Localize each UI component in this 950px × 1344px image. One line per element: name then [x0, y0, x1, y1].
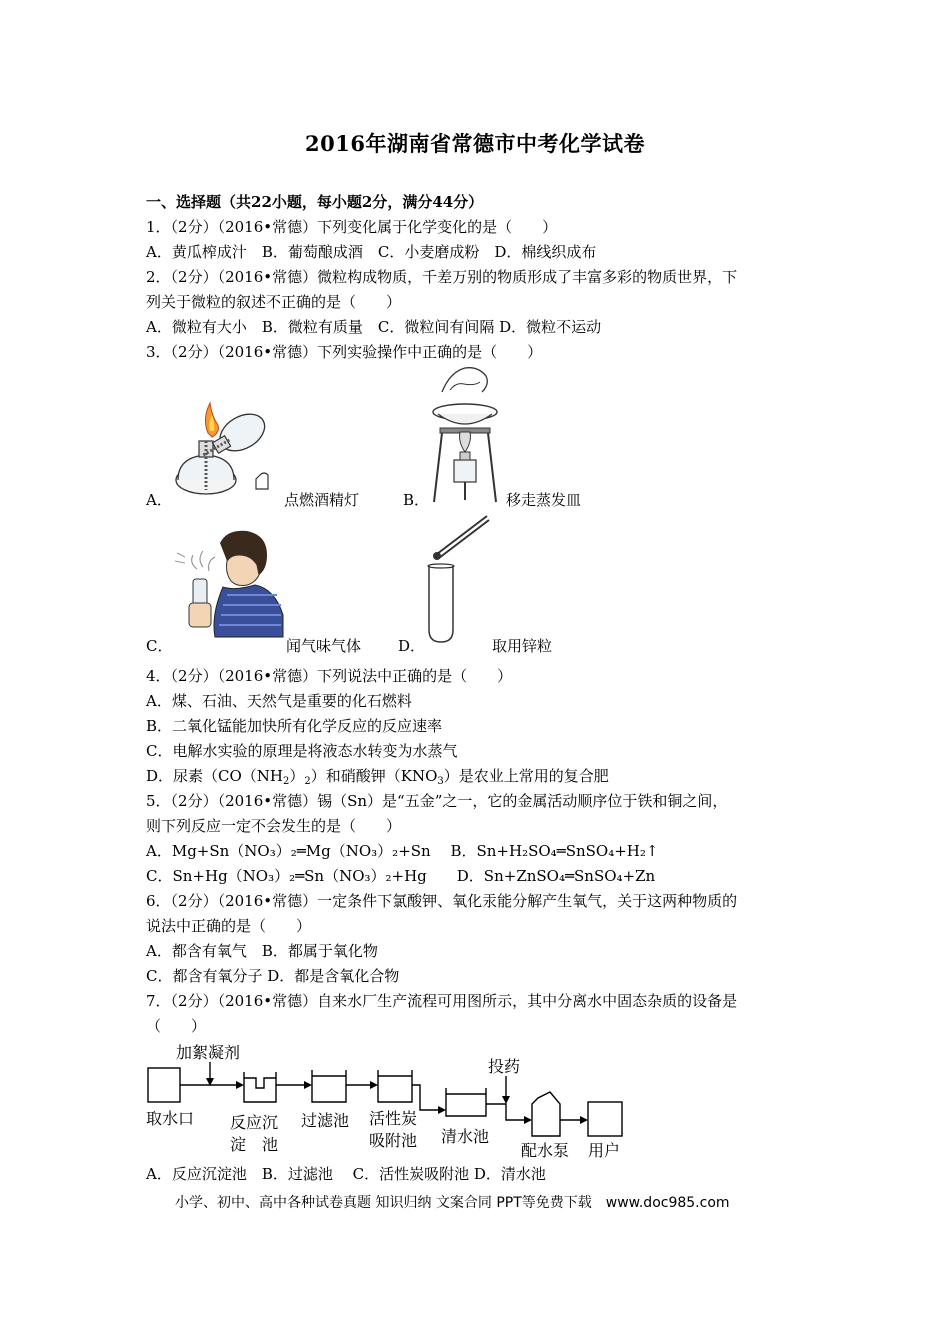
diagram-reaction-2: 淀 池: [230, 1135, 279, 1154]
q4-option-a: A．煤、石油、天然气是重要的化石燃料: [146, 692, 412, 710]
page-title: 2016年湖南省常德市中考化学试卷: [305, 131, 645, 156]
q7-stem-2: （ ）: [146, 1017, 207, 1035]
q3-option-a-text: 点燃酒精灯: [284, 491, 360, 509]
diagram-user: 用户: [588, 1141, 621, 1160]
q2-options: A．微粒有大小 B．微粒有质量 C．微粒间有间隔 D．微粒不运动: [146, 318, 602, 336]
evaporating-dish-figure: [430, 362, 500, 507]
q5-options-cd: C．Sn+Hg（NO₃）₂═Sn（NO₃）₂+Hg D．Sn+ZnSO₄═SnSO₄+Zn: [146, 867, 656, 885]
diagram-dose: 投药: [488, 1057, 521, 1076]
q3-stem: 3．（2分）（2016•常德）下列实验操作中正确的是（ ）: [146, 343, 543, 361]
q1-stem: 1．（2分）（2016•常德）下列变化属于化学变化的是（ ）: [146, 218, 558, 236]
diagram-filter: 过滤池: [301, 1111, 350, 1130]
q4-option-c: C．电解水实验的原理是将液态水转变为水蒸气: [146, 742, 458, 760]
q3-option-a-letter: A．: [146, 491, 172, 509]
q6-stem-2: 说法中正确的是（ ）: [146, 917, 312, 935]
q4-option-d: D．尿素$(CO(NH_2)_2)$和硝酸钾$(KNO_3)$是农业上常用的复合肥: [146, 767, 609, 787]
footer-note: 小学、初中、高中各种试卷真题 知识归纳 文案合同 PPT等免费下载 www.doc985.com: [175, 1195, 730, 1211]
q5-options-ab: A．Mg+Sn（NO₃）₂═Mg（NO₃）₂+Sn B．Sn+H₂SO₄═SnSO₄+H₂↑: [146, 842, 659, 860]
q6-options-cd: C．都含有氧分子 D．都是含氧化合物: [146, 967, 400, 985]
q6-stem-1: 6．（2分）（2016•常德）一定条件下氯酸钾、氧化汞能分解产生氧气，关于这两种物质的: [146, 892, 738, 910]
q3-option-c-text: 闻气味气体: [286, 637, 362, 655]
diagram-add-coagulant: 加絮凝剂: [176, 1043, 241, 1062]
diagram-clear-water: 清水池: [441, 1127, 490, 1146]
q3-option-c-letter: C．: [146, 637, 173, 655]
q3-option-b-text: 移走蒸发皿: [506, 491, 582, 509]
q4-stem: 4．（2分）（2016•常德）下列说法中正确的是（ ）: [146, 667, 513, 685]
diagram-carbon-2: 吸附池: [369, 1131, 418, 1150]
q2-stem-2: 列关于微粒的叙述不正确的是（ ）: [146, 293, 402, 311]
alcohol-lamp-figure: [168, 395, 283, 505]
q4-option-b: B．二氧化锰能加快所有化学反应的反应速率: [146, 717, 443, 735]
q5-stem-2: 则下列反应一定不会发生的是（ ）: [146, 817, 402, 835]
q6-options-ab: A．都含有氧气 B．都属于氧化物: [146, 942, 378, 960]
diagram-reaction-1: 反应沉: [230, 1113, 279, 1132]
q5-stem-1: 5．（2分）（2016•常德）锡（Sn）是“五金”之一，它的金属活动顺序位于铁和铜之间，: [146, 792, 728, 810]
smelling-gas-figure: [175, 525, 287, 640]
q3-option-d-text: 取用锌粒: [492, 637, 553, 655]
q2-stem-1: 2．（2分）（2016•常德）微粒构成物质，千差万别的物质形成了丰富多彩的物质世界，下: [146, 268, 738, 286]
q3-option-b-letter: B．: [403, 491, 430, 509]
q3-option-d-letter: D．: [398, 637, 426, 655]
test-tube-figure: [425, 512, 495, 644]
diagram-pump: 配水泵: [521, 1141, 570, 1160]
diagram-intake: 取水口: [146, 1109, 195, 1128]
q7-options: A．反应沉淀池 B．过滤池 C．活性炭吸附池 D．清水池: [146, 1165, 546, 1183]
diagram-carbon-1: 活性炭: [369, 1109, 418, 1128]
section-heading: 一、选择题（共22小题，每小题2分，满分44分）: [146, 193, 484, 211]
q1-options: A．黄瓜榨成汁 B．葡萄酿成酒 C．小麦磨成粉 D．棉线织成布: [146, 243, 597, 261]
q7-stem-1: 7．（2分）（2016•常德）自来水厂生产流程可用图所示，其中分离水中固态杂质的设备是: [146, 992, 738, 1010]
